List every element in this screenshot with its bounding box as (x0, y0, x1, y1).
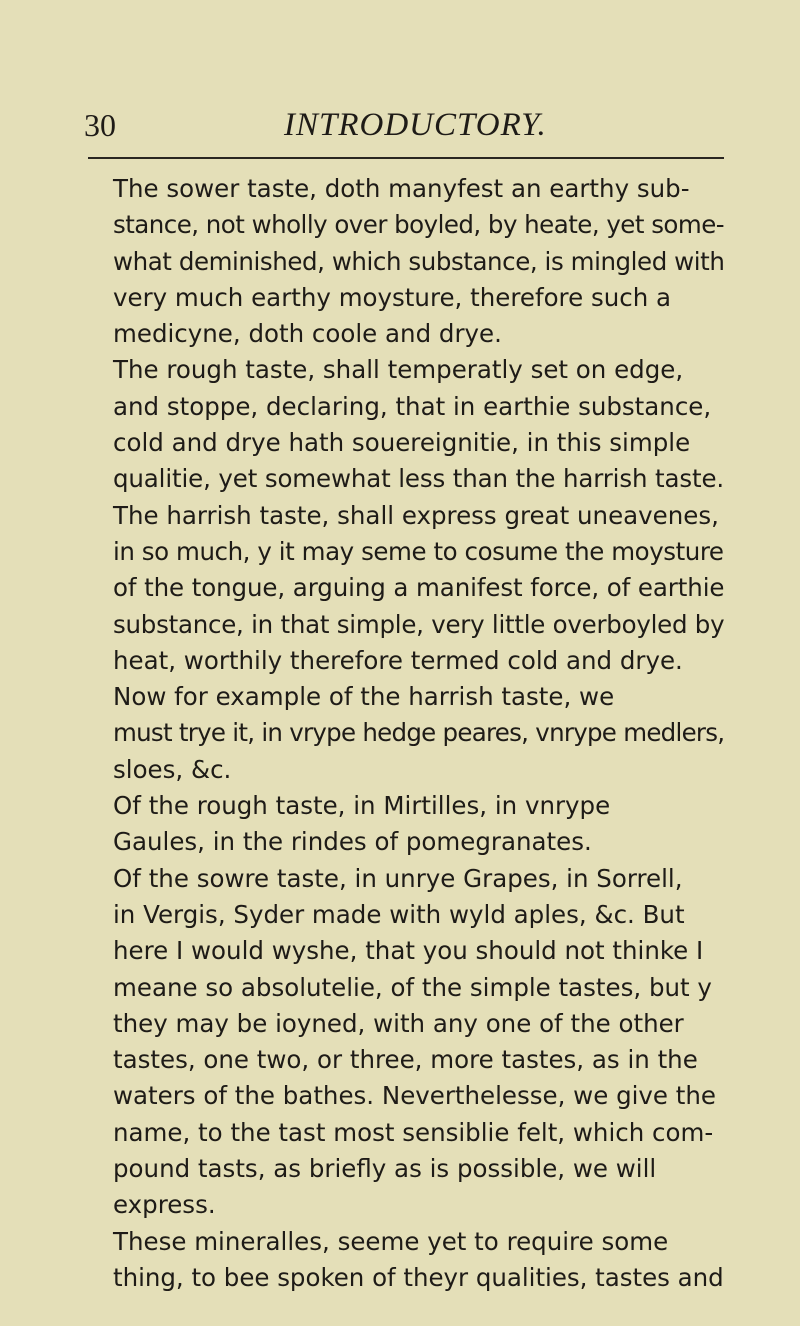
text-line: here I would wyshe, that you should not thinke I (113, 936, 704, 966)
paragraph (84, 788, 724, 861)
paragraph (84, 498, 724, 679)
paragraph (84, 1224, 724, 1297)
paragraph (84, 352, 724, 497)
text-line: waters of the bathes. Neverthelesse, we give the (113, 1081, 717, 1111)
text-line: Now for example of the harrish taste, we (113, 682, 615, 712)
text-line: The sower taste, doth manyfest an earthy sub- (113, 174, 690, 203)
text-line: in so much, y it may seme to cosume the moysture (113, 536, 724, 566)
text-line: meane so absolutelie, of the simple tastes, but y (113, 972, 712, 1002)
paragraph (84, 679, 724, 788)
running-head: INTRODUCTORY. (284, 107, 547, 143)
text-line: These mineralles, seeme yet to require some (113, 1226, 669, 1256)
text-line: cold and drye hath souereignitie, in this simple (113, 428, 691, 458)
text-line: stance, not wholly over boyled, by heate, yet some- (113, 210, 725, 240)
text-line: thing, to bee spoken of theyr qualities, tastes and (113, 1262, 724, 1292)
text-line: qualitie, yet somewhat less than the harrish taste. (113, 464, 725, 494)
text-line: they may be ioyned, with any one of the other (113, 1008, 684, 1038)
page-number: 30 (84, 107, 116, 143)
text-line: of the tongue, arguing a manifest force, of earthie (113, 573, 725, 603)
paragraph (84, 171, 724, 352)
text-line: very much earthy moysture, therefore such a (113, 282, 672, 312)
body-text (84, 171, 724, 1296)
paragraph (84, 861, 724, 1224)
text-line: in Vergis, Syder made with wyld aples, &c. But (113, 899, 685, 929)
text-line: express. (113, 1190, 216, 1220)
header-rule (88, 157, 724, 159)
text-line: Gaules, in the rindes of pomegranates. (113, 827, 592, 857)
text-line: tastes, one two, or three, more tastes, as in the (113, 1045, 698, 1075)
text-line: what deminished, which substance, is mingled with (113, 246, 725, 276)
text-line: heat, worthily therefore termed cold and drye. (113, 645, 683, 675)
text-line: substance, in that simple, very little overboyled by (113, 609, 725, 639)
text-line: pound tasts, as briefly as is possible, we will (113, 1154, 657, 1184)
text-line: sloes, &c. (113, 754, 232, 784)
text-line: medicyne, doth coole and drye. (113, 319, 502, 349)
text-line: The harrish taste, shall express great uneavenes, (113, 500, 719, 530)
text-line: must trye it, in vrype hedge peares, vnrype medlers, (113, 718, 725, 748)
text-line: The rough taste, shall temperatly set on edge, (113, 355, 684, 385)
text-line: Of the sowre taste, in unrye Grapes, in Sorrell, (113, 863, 683, 893)
text-line: and stoppe, declaring, that in earthie substance, (113, 391, 712, 421)
text-line: name, to the tast most sensiblie felt, which com- (113, 1117, 714, 1147)
page-header (84, 94, 724, 156)
text-line: Of the rough taste, in Mirtilles, in vnrype (113, 791, 611, 821)
